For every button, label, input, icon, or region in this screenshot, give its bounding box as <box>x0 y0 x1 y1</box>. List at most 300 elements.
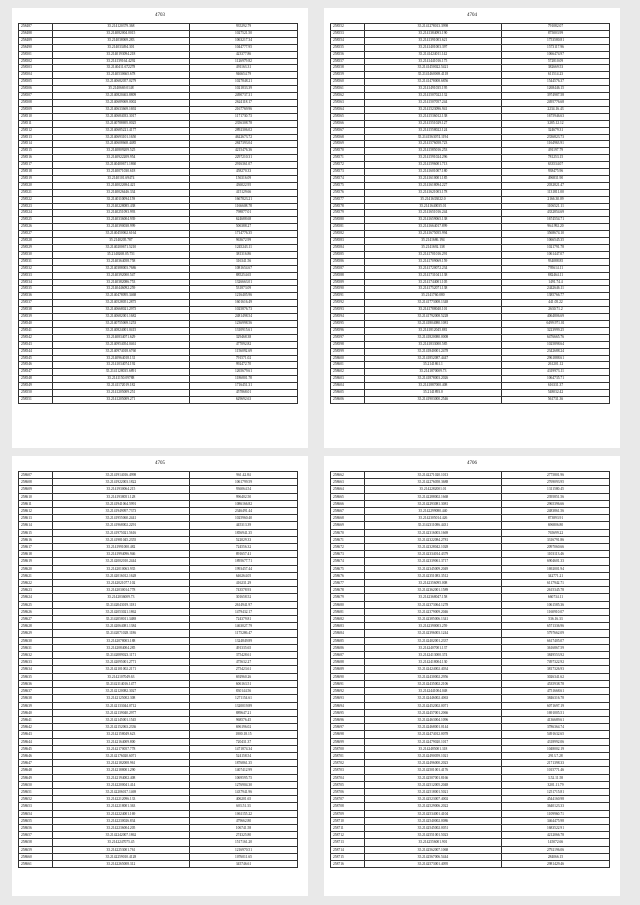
cell-value: 1166608.78 <box>189 203 297 210</box>
cell-id: 258512 <box>19 127 53 134</box>
cell-value: 720431.37 <box>189 738 297 745</box>
cell-coordinate: 35.2141585016.253 <box>364 148 501 155</box>
cell-id: 258598 <box>331 341 365 348</box>
cell-value: 1156092.69 <box>189 348 297 355</box>
cell-value: 2615345.78 <box>501 587 609 594</box>
cell-coordinate: 35.2140450062.6164 <box>52 231 189 238</box>
cell-id: 258591 <box>331 293 365 300</box>
data-table <box>330 23 610 404</box>
cell-value: 1061155.22 <box>189 810 297 817</box>
cell-value: 873893.91 <box>501 515 609 522</box>
cell-coordinate: 35.2142368047.158 <box>364 594 501 601</box>
cell-coordinate: 35.2142125002.308 <box>52 695 189 702</box>
table-row <box>19 493 298 500</box>
table-row <box>19 630 298 637</box>
cell-coordinate: 35.2141773008.1348 <box>364 300 501 307</box>
cell-coordinate: 35.2142158049.623 <box>52 731 189 738</box>
table-row <box>331 860 610 867</box>
table-row <box>19 572 298 579</box>
table-row <box>19 30 298 37</box>
table-row <box>331 210 610 217</box>
cell-value: 324679.31 <box>501 127 609 134</box>
table-row <box>19 709 298 716</box>
cell-id: 258545 <box>19 355 53 362</box>
cell-value: 4319973.11 <box>501 369 609 376</box>
cell-value: 329468.38 <box>189 334 297 341</box>
table-row <box>19 99 298 106</box>
cell-coordinate: 35.2142030014.778 <box>52 587 189 594</box>
cell-coordinate: 35.2142518001.5021 <box>364 788 501 795</box>
cell-value: 1544576.37 <box>501 79 609 86</box>
table-row <box>19 272 298 279</box>
cell-id: 258541 <box>19 327 53 334</box>
cell-coordinate: 35.2140200671.5210 <box>52 245 189 252</box>
cell-coordinate: 35.2142010063.935 <box>52 565 189 572</box>
cell-value: 1216405.96 <box>189 293 297 300</box>
cell-value: 1061447.07 <box>501 251 609 258</box>
table-row <box>19 300 298 307</box>
table-row <box>331 738 610 745</box>
table-row <box>19 832 298 839</box>
table-row <box>331 536 610 543</box>
cell-coordinate: 35.2142446002.4063 <box>364 695 501 702</box>
table-row <box>331 637 610 644</box>
cell-coordinate: 35.2141424011.142 <box>364 51 501 58</box>
table-row <box>19 486 298 493</box>
table-row <box>331 86 610 93</box>
table-row <box>19 745 298 752</box>
cell-coordinate: 35.2140530665.678 <box>52 72 189 79</box>
cell-value: 524158.54 <box>189 752 297 759</box>
cell-id: 258604 <box>331 383 365 390</box>
table-row <box>19 44 298 51</box>
cell-value: 603.51.33 <box>189 803 297 810</box>
cell-value: 1236998.56 <box>189 320 297 327</box>
table-row <box>19 127 298 134</box>
table-row <box>19 616 298 623</box>
cell-id: 258525 <box>19 217 53 224</box>
cell-id: 258600 <box>331 355 365 362</box>
cell-value: 6499.971.01 <box>501 320 609 327</box>
cell-value: 692960.26 <box>189 673 297 680</box>
cell-id: 258694 <box>331 702 365 709</box>
cell-id: 258560 <box>331 79 365 86</box>
cell-id: 258681 <box>331 608 365 615</box>
cell-value: 1025876.73 <box>189 307 297 314</box>
cell-coordinate: 35.2142133044.0712 <box>52 702 189 709</box>
cell-id: 258609 <box>19 486 53 493</box>
cell-id: 258549 <box>19 383 53 390</box>
cell-value: 284066.15 <box>501 853 609 860</box>
table-row <box>19 508 298 515</box>
cell-coordinate: 35.2141128035.6891 <box>52 369 189 376</box>
cell-id: 258502 <box>19 58 53 65</box>
cell-coordinate: 35.2142200041.414 <box>52 781 189 788</box>
cell-coordinate: 35.2141633022.0 <box>364 196 501 203</box>
cell-id: 258563 <box>331 99 365 106</box>
table-row <box>331 500 610 507</box>
cell-id: 258620 <box>19 565 53 572</box>
cell-value: 696196.02 <box>189 724 297 731</box>
cell-value: 3846316.78 <box>501 695 609 702</box>
cell-value: 4332854.69 <box>501 210 609 217</box>
table-row <box>331 601 610 608</box>
cell-coordinate: 35.2141563074.1194 <box>364 134 501 141</box>
page-number: 4705 <box>155 461 165 466</box>
table-row <box>19 245 298 252</box>
table-row <box>19 824 298 831</box>
table-row <box>19 601 298 608</box>
cell-id: 258640 <box>19 709 53 716</box>
table-row <box>331 286 610 293</box>
table-row <box>331 189 610 196</box>
table-row <box>331 141 610 148</box>
cell-value: 2490737.31 <box>189 93 297 100</box>
cell-id: 258504 <box>19 72 53 79</box>
cell-value: 1471874.34 <box>189 745 297 752</box>
table-row <box>19 846 298 853</box>
table-row <box>19 788 298 795</box>
table-row <box>331 320 610 327</box>
cell-value: 477092.82 <box>189 341 297 348</box>
cell-id: 258611 <box>19 500 53 507</box>
cell-coordinate: 35.2142551001.5023 <box>364 832 501 839</box>
table-row <box>331 72 610 79</box>
table-row <box>19 348 298 355</box>
table-row <box>19 551 298 558</box>
cell-coordinate: 35.2142002010.2444 <box>52 558 189 565</box>
table-row <box>331 79 610 86</box>
cell-id: 258708 <box>331 803 365 810</box>
cell-coordinate: 35.2141205009.271 <box>52 396 189 403</box>
cell-value: 2097060.66 <box>501 544 609 551</box>
cell-value: 1216970.51 <box>189 846 297 853</box>
cell-id: 258683 <box>331 623 365 630</box>
cell-id: 258534 <box>19 279 53 286</box>
cell-value: 1175286.47 <box>189 630 297 637</box>
cell-id: 258564 <box>331 106 365 113</box>
cell-value: 3201.11.79 <box>501 781 609 788</box>
cell-coordinate: 35.2142334014.4379 <box>364 551 501 558</box>
cell-id: 258508 <box>19 99 53 106</box>
cell-coordinate: 35.2142114016.1477 <box>52 680 189 687</box>
cell-value: 491197.79 <box>501 148 609 155</box>
table-row <box>331 680 610 687</box>
cell-coordinate: 35.2142529006.2022 <box>364 803 501 810</box>
cell-coordinate: 35.2142271020.1013 <box>364 472 501 479</box>
cell-coordinate: 35.2142282001.01 <box>364 486 501 493</box>
table-row <box>19 293 298 300</box>
cell-coordinate: 35.2141384093.190 <box>364 30 501 37</box>
cell-id: 258488 <box>19 30 53 37</box>
cell-value: 5491632.65 <box>501 731 609 738</box>
cell-id: 258649 <box>19 774 53 781</box>
cell-id: 258568 <box>331 134 365 141</box>
table-row <box>19 479 298 486</box>
table-row <box>331 774 610 781</box>
cell-coordinate: 35.2141664017.899 <box>364 224 501 231</box>
cell-coordinate: 35.2142107049.63 <box>52 673 189 680</box>
cell-coordinate: 35.2141752071.138 <box>364 286 501 293</box>
table-row <box>19 113 298 120</box>
table-row <box>331 824 610 831</box>
cell-value: 6117942.71 <box>501 580 609 587</box>
cell-coordinate: 35.2141478008.6856 <box>364 79 501 86</box>
cell-value: 106741.58 <box>189 824 297 831</box>
cell-id: 258520 <box>19 182 53 189</box>
table-row <box>331 745 610 752</box>
cell-id: 258689 <box>331 666 365 673</box>
table-row <box>19 93 298 100</box>
cell-id: 258547 <box>19 369 53 376</box>
cell-value: 6476665.76 <box>501 334 609 341</box>
table-row <box>19 58 298 65</box>
cell-coordinate: 35.2141391003.621 <box>364 37 501 44</box>
cell-coordinate: 35.2142305014.426 <box>364 515 501 522</box>
cell-value: 2171398.33 <box>501 760 609 767</box>
cell-id: 258552 <box>331 24 365 31</box>
cell-id: 258561 <box>331 86 365 93</box>
cell-id: 258665 <box>331 493 365 500</box>
cell-value: 964.992.20 <box>501 224 609 231</box>
cell-coordinate: 35.2142276058.3688 <box>364 479 501 486</box>
cell-value: 1437941.96 <box>189 788 297 795</box>
table-row <box>331 169 610 176</box>
cell-id: 258535 <box>19 286 53 293</box>
cell-id: 258580 <box>331 217 365 224</box>
cell-value: 1385766.77 <box>501 293 609 300</box>
cell-id: 258565 <box>331 113 365 120</box>
cell-value: 548032.42 <box>501 390 609 397</box>
cell-coordinate: 35.2140788695.0025 <box>52 120 189 127</box>
cell-value: 1063217.34 <box>189 37 297 44</box>
table-row <box>331 716 610 723</box>
cell-value: 2166.30.09 <box>501 196 609 203</box>
cell-value: 491335.65 <box>189 644 297 651</box>
cell-coordinate: 35.214033494.301 <box>52 44 189 51</box>
table-row <box>331 314 610 321</box>
table-row <box>331 508 610 515</box>
table-row <box>19 231 298 238</box>
table-row <box>19 702 298 709</box>
cell-value: 342771.21 <box>501 572 609 579</box>
cell-id: 258507 <box>19 93 53 100</box>
table-row <box>331 175 610 182</box>
cell-id: 258523 <box>19 203 53 210</box>
cell-value: 1479432.17 <box>189 608 297 615</box>
cell-coordinate: 35.2140922209.954 <box>52 155 189 162</box>
cell-value: 536.16.33 <box>501 616 609 623</box>
data-table <box>18 23 298 404</box>
cell-id: 258715 <box>331 853 365 860</box>
cell-value: 496831.90 <box>501 175 609 182</box>
cell-coordinate: 35.2142490059.1021 <box>364 752 501 759</box>
cell-value: 1066474.97 <box>501 51 609 58</box>
cell-id: 258556 <box>331 51 365 58</box>
cell-value: 3849553.92 <box>501 652 609 659</box>
table-row <box>331 767 610 774</box>
table-row <box>331 558 610 565</box>
table-row <box>331 652 610 659</box>
cell-coordinate: 35.2142430002.2956 <box>364 673 501 680</box>
cell-id: 258610 <box>19 493 53 500</box>
cell-coordinate: 35.2142345009.2049 <box>364 565 501 572</box>
table-row <box>331 810 610 817</box>
cell-id: 258514 <box>19 141 53 148</box>
table-row <box>331 44 610 51</box>
cell-coordinate: 35.2142218001.363 <box>52 803 189 810</box>
cell-coordinate: 35.2142373064.1278 <box>364 601 501 608</box>
table-row <box>19 169 298 176</box>
cell-value: 1064735.71 <box>501 376 609 383</box>
cell-id: 258505 <box>19 79 53 86</box>
cell-id: 258642 <box>19 724 53 731</box>
table-row <box>19 724 298 731</box>
cell-id: 258595 <box>331 320 365 327</box>
cell-coordinate: 35.2141833000.585 <box>364 341 501 348</box>
cell-coordinate: 35.2142452002.0071 <box>364 702 501 709</box>
cell-coordinate: 35.2140478095.3468 <box>52 293 189 300</box>
cell-id: 258626 <box>19 608 53 615</box>
cell-coordinate: 35.2140834071.629 <box>52 334 189 341</box>
table-row <box>331 196 610 203</box>
cell-value: 436022.95 <box>189 182 297 189</box>
cell-id: 258671 <box>331 536 365 543</box>
cell-id: 258566 <box>331 120 365 127</box>
cell-id: 258584 <box>331 245 365 252</box>
cell-coordinate: 35.2142259010.4128 <box>52 853 189 860</box>
table-row <box>19 251 298 258</box>
table-row <box>331 702 610 709</box>
cell-coordinate: 35.2141507022.132 <box>364 93 501 100</box>
cell-value: 629692.63 <box>189 396 297 403</box>
table-row <box>331 279 610 286</box>
cell-value: 1683522.91 <box>501 824 609 831</box>
table-row <box>331 203 610 210</box>
cell-id: 258680 <box>331 601 365 608</box>
cell-coordinate: 35.2142316003.1669 <box>364 529 501 536</box>
cell-id: 258622 <box>19 580 53 587</box>
cell-id: 258578 <box>331 203 365 210</box>
cell-id: 258629 <box>19 630 53 637</box>
table-row <box>331 709 610 716</box>
cell-value: 2981429.46 <box>501 860 609 867</box>
document-page <box>12 456 308 896</box>
cell-coordinate: 35.2141870009.73 <box>364 369 501 376</box>
cell-coordinate: 35.2142362001.1589 <box>364 587 501 594</box>
table-row <box>19 383 298 390</box>
cell-value: 934088.85 <box>501 258 609 265</box>
cell-id: 258516 <box>19 155 53 162</box>
table-row <box>331 24 610 31</box>
page-number: 4703 <box>155 13 165 18</box>
cell-value: 1993457.44 <box>189 565 297 572</box>
table-row <box>331 551 610 558</box>
table-row <box>331 30 610 37</box>
cell-value: 992472.70 <box>189 362 297 369</box>
table-row <box>331 383 610 390</box>
cell-id: 258691 <box>331 680 365 687</box>
cell-value: 1251715.81 <box>501 788 609 795</box>
cell-value: 2892306.02 <box>189 127 297 134</box>
cell-coordinate: 35.2141922003.1822 <box>52 479 189 486</box>
cell-value: 724379.81 <box>189 616 297 623</box>
cell-id: 258663 <box>331 479 365 486</box>
cell-value: 1326663.01 <box>189 279 297 286</box>
table-row <box>331 245 610 252</box>
cell-value: 475632.27 <box>189 659 297 666</box>
cell-coordinate: 35.2141788040.101 <box>364 307 501 314</box>
cell-value: 491163.31 <box>189 65 297 72</box>
cell-value: 1131811.00 <box>501 189 609 196</box>
cell-coordinate: 35.2142043019.1181 <box>52 601 189 608</box>
cell-coordinate: 35.2140268.05.751 <box>52 251 189 258</box>
table-row <box>331 788 610 795</box>
table-row <box>331 155 610 162</box>
cell-id: 258594 <box>331 314 365 321</box>
cell-coordinate: 35.2142512005.2048 <box>364 781 501 788</box>
cell-id: 258550 <box>19 390 53 397</box>
cell-value: 1517161.20 <box>189 839 297 846</box>
cell-coordinate: 35.2141536012.138 <box>364 113 501 120</box>
cell-id: 258608 <box>19 479 53 486</box>
cell-coordinate: 35.2142396003.1244 <box>364 630 501 637</box>
cell-coordinate: 35.2142288002.1668 <box>364 493 501 500</box>
cell-value: 1109960.71 <box>501 810 609 817</box>
cell-coordinate: 35.2140820463.8809 <box>52 93 189 100</box>
table-row <box>19 217 298 224</box>
cell-coordinate: 35.2140022694.421 <box>52 182 189 189</box>
cell-id: 258515 <box>19 148 53 155</box>
cell-value: 3026341.62 <box>501 673 609 680</box>
cell-coordinate: 35.2141981045.2355 <box>52 536 189 543</box>
cell-coordinate: 35.2141812045.881 <box>364 327 501 334</box>
cell-value: 1265679.61 <box>189 369 297 376</box>
cell-value: 968576.45 <box>189 716 297 723</box>
table-row <box>331 238 610 245</box>
table-row <box>19 666 298 673</box>
cell-id: 258526 <box>19 224 53 231</box>
cell-value: 935292.79 <box>189 24 297 31</box>
table-row <box>331 334 610 341</box>
page-number: 4706 <box>467 461 477 466</box>
table-row <box>19 162 298 169</box>
cell-coordinate: 35.2141523096.941 <box>364 106 501 113</box>
cell-coordinate: 35.2140071030.618 <box>52 169 189 176</box>
table-row <box>331 479 610 486</box>
cell-id: 258590 <box>331 286 365 293</box>
cell-coordinate: 35.2140110094.159 <box>52 196 189 203</box>
cell-value: 572810.09 <box>501 58 609 65</box>
cell-coordinate: 35.2142152063.2336 <box>52 724 189 731</box>
table-row <box>331 529 610 536</box>
cell-coordinate: 35.2142407001.137 <box>364 644 501 651</box>
cell-value: 2032821.47 <box>501 182 609 189</box>
document-page <box>12 8 308 448</box>
table-row <box>331 390 610 397</box>
table-row <box>331 486 610 493</box>
cell-id: 258638 <box>19 695 53 702</box>
table-row <box>331 853 610 860</box>
table-row <box>19 203 298 210</box>
cell-value: 1876861.35 <box>189 760 297 767</box>
table-row <box>331 341 610 348</box>
cell-coordinate: 35.2142507001.8166 <box>364 774 501 781</box>
cell-id: 258627 <box>19 616 53 623</box>
table-row <box>331 113 610 120</box>
cell-coordinate: 35.2142089023.1171 <box>52 652 189 659</box>
cell-id: 258501 <box>19 51 53 58</box>
